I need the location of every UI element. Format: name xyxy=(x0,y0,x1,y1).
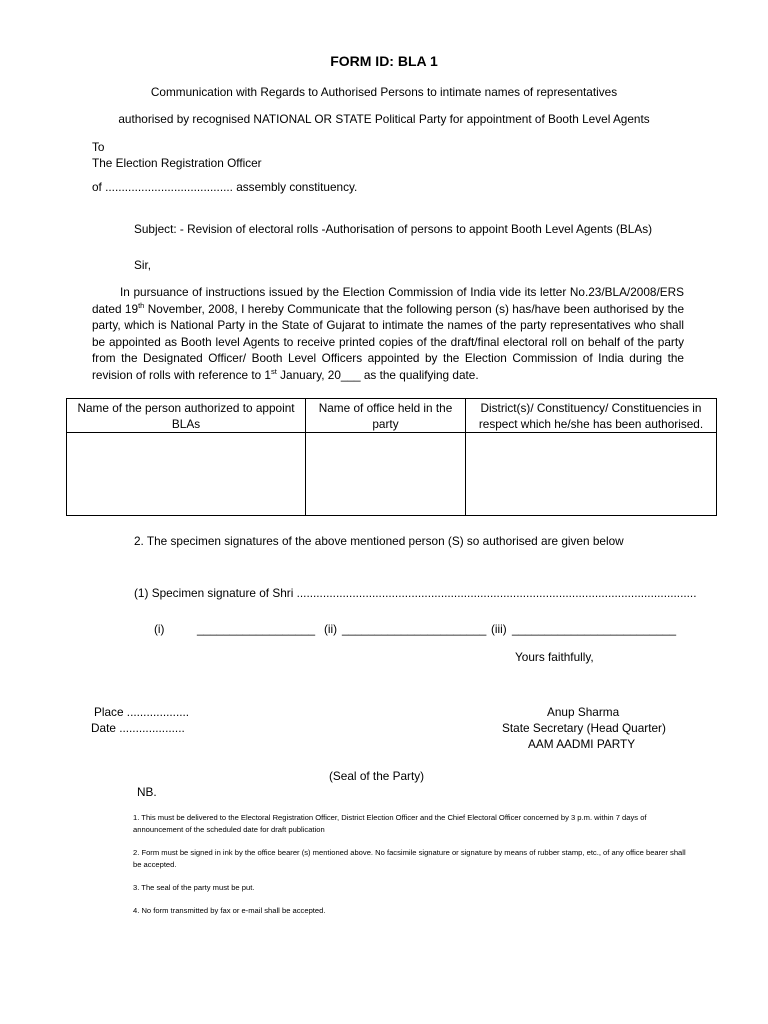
place-field: Place ................... xyxy=(94,705,190,719)
table-row xyxy=(67,433,717,516)
body-paragraph xyxy=(92,284,684,383)
address-constituency: of ....................................... assembly constituency. xyxy=(92,180,358,194)
column-header-constituency: District(s)/ Constituency/ Constituencies in respect which he/she has been authorised. xyxy=(466,399,717,433)
signatory-name: Anup Sharma xyxy=(547,705,620,719)
body-text-3: January, 20___ as the qualifying date. xyxy=(276,367,479,382)
body-superscript-1: th xyxy=(138,300,145,310)
column-header-office: Name of office held in the party xyxy=(306,399,466,433)
signatory-designation: State Secretary (Head Quarter) xyxy=(502,721,666,735)
note-3: 3. The seal of the party must be put. xyxy=(133,883,255,892)
specimen-intro: 2. The specimen signatures of the above mentioned person (S) so authorised are given below xyxy=(134,534,624,548)
signature-slot-ii-line[interactable]: ______________________ xyxy=(342,622,487,636)
body-text-2: November, 2008, I hereby Communicate that the following person (s) has/have been authorised by the party, which is National Party in the State of Gujarat to intimate the names of the party representatives who shall be appointed as Booth level Agents to receive printed copies of the draft/final electoral roll on behalf of the party from the Designated Officer/ Booth Level Officers appointed by the Election Commission of India during the revision of rolls with reference to 1 xyxy=(92,301,685,382)
signature-slot-i-label: (i) xyxy=(154,622,165,636)
nb-label: NB. xyxy=(137,785,157,799)
address-to: To xyxy=(92,140,105,154)
signature-slot-iii-label: (iii) xyxy=(491,622,507,636)
specimen-signature-line: (1) Specimen signature of Shri .......................................................................................................................... xyxy=(134,586,697,600)
signature-slot-i-line[interactable]: __________________ xyxy=(197,622,316,636)
body-superscript-2: st xyxy=(271,366,277,376)
heading-line-2: authorised by recognised NATIONAL OR STATE Political Party for appointment of Booth Level Agents xyxy=(118,112,650,126)
heading-line-1: Communication with Regards to Authorised Persons to intimate names of representatives xyxy=(150,85,618,99)
signatory-party: AAM AADMI PARTY xyxy=(528,737,636,751)
authorised-persons-table xyxy=(66,398,717,516)
table-header-row xyxy=(67,399,717,433)
note-1: 1. This must be delivered to the Electoral Registration Officer, District Election Officer and the Chief Electoral Officer concerned by 3 p.m. within 7 days of announcement of the scheduled date for draft publication xyxy=(133,813,647,834)
cell-name[interactable] xyxy=(67,433,306,516)
subject-line: Subject: - Revision of electoral rolls -Authorisation of persons to appoint Booth Level Agents (BLAs) xyxy=(134,222,653,236)
closing: Yours faithfully, xyxy=(515,650,594,664)
signature-slot-ii-label: (ii) xyxy=(324,622,338,636)
date-field: Date .................... xyxy=(91,721,185,735)
salutation: Sir, xyxy=(134,258,152,272)
note-4: 4. No form transmitted by fax or e-mail shall be accepted. xyxy=(133,906,326,915)
cell-office[interactable] xyxy=(306,433,466,516)
cell-constituency[interactable] xyxy=(466,433,717,516)
seal-label: (Seal of the Party) xyxy=(329,769,425,783)
address-recipient: The Election Registration Officer xyxy=(92,156,262,170)
body-text-1: In pursuance of instructions issued by the Election Commission of India vide its letter No.23/BLA/2008/ERS dated 19 xyxy=(92,285,684,316)
signature-slot-iii-line[interactable]: _________________________ xyxy=(512,622,677,636)
note-2: 2. Form must be signed in ink by the office bearer (s) mentioned above. No facsimile signature or signature by means of rubber stamp, etc., of any office bearer shall be accepted. xyxy=(133,848,686,869)
form-title: FORM ID: BLA 1 xyxy=(330,53,438,69)
column-header-name: Name of the person authorized to appoint BLAs xyxy=(67,399,306,433)
